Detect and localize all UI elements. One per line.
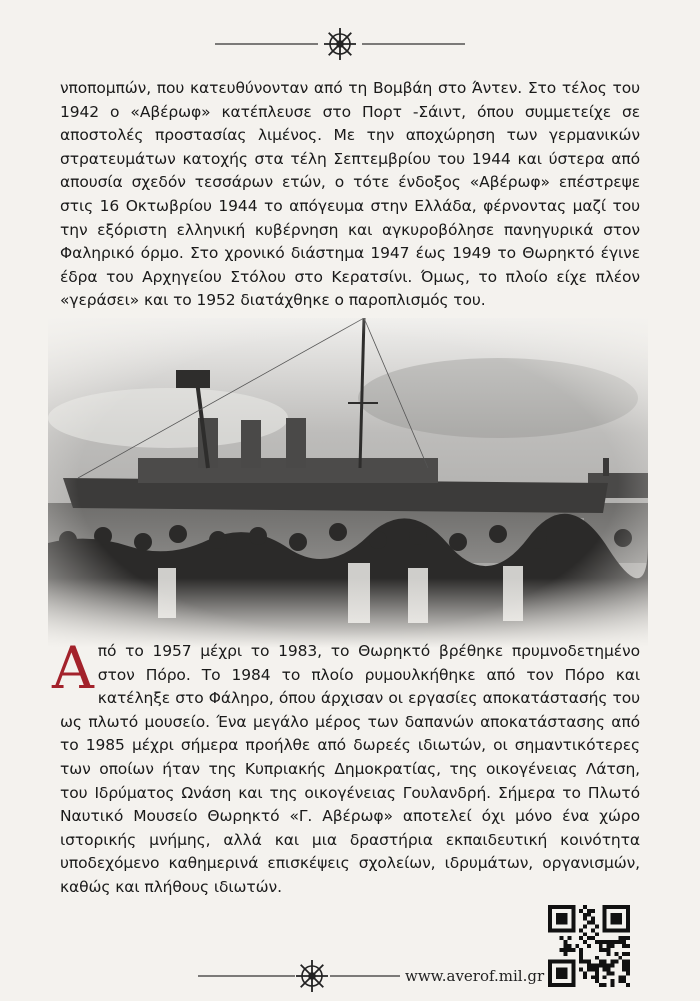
history-paragraph-2: [52, 634, 640, 900]
dropcap-letter: Α: [52, 634, 94, 702]
historical-photo-battleship: [48, 318, 648, 648]
top-ornament: [0, 24, 700, 64]
ship-wheel-icon: [296, 960, 328, 992]
history-paragraph-2-text: πό το 1957 μέχρι το 1983, το Θωρηκτό βρέθηκε πρυμνοδετημένο στον Πόρο. Το 1984 το πλοίο ρυμουλκήθηκε από τον Πόρο και κατέληξε στο Φάληρο, όπου άρχισαν οι εργασίες αποκατάστασής του ως πλωτό μουσείο. Ένα μεγάλο μέρος των δαπανών αποκατάστασης από το 1985 μέχρι σήμερα προήλθε από δωρεές ιδιωτών, οι σημαντικότερες των οποίων ήταν της Κυπριακής Δημοκρατίας, της οικογένειας Λάτση, του Ιδρύματος Ωνάση και της οικογένειας Γουλανδρή. Σήμερα το Πλωτό Ναυτικό Μουσείο Θωρηκτό «Γ. Αβέρωφ» αποτελεί όχι μόνο ένα χώρο ιστορικής μνήμης, αλλά και μια δραστήρια εκπαιδευτική κοινότητα υποδεχόμενο καθημερινά επισκέψεις σχολείων, ιδρυμάτων, οργανισμών, καθώς και πλήθους ιδιωτών.: [60, 642, 640, 896]
website-link[interactable]: www.averof.mil.gr: [405, 967, 545, 985]
ship-wheel-icon: [324, 28, 356, 60]
bottom-ornament: [0, 956, 420, 996]
qr-code-icon[interactable]: [548, 905, 630, 987]
history-paragraph-1: νποπομπών, που κατευθύνονταν από τη Βομβάη στο Άντεν. Στο τέλος του 1942 ο «Αβέρωφ» κατέπλευσε στο Πορτ -Σάιντ, όπου συμμετείχε σε αποστολές προστασίας λιμένος. Με την αποχώρηση των γερμανικών στρατευμάτων κατοχής στα τέλη Σεπτεμβρίου του 1944 και ύστερα από απουσία σχεδόν τεσσάρων ετών, ο τότε ένδοξος «Αβέρωφ» επέστρεψε στις 16 Οκτωβρίου 1944 το απόγευμα στην Ελλάδα, φέρνοντας μαζί του την εξόριστη ελληνική κυβέρνηση και αγκυροβόλησε πανηγυρικά στον Φαληρικό όρμο. Στο χρονικό διάστημα 1947 έως 1949 το Θωρηκτό έγινε έδρα του Αρχηγείου Στόλου στο Κερατσίνι. Όμως, το πλοίο είχε πλέον «γεράσει» και το 1952 διατάχθηκε ο παροπλισμός του.: [60, 79, 640, 310]
